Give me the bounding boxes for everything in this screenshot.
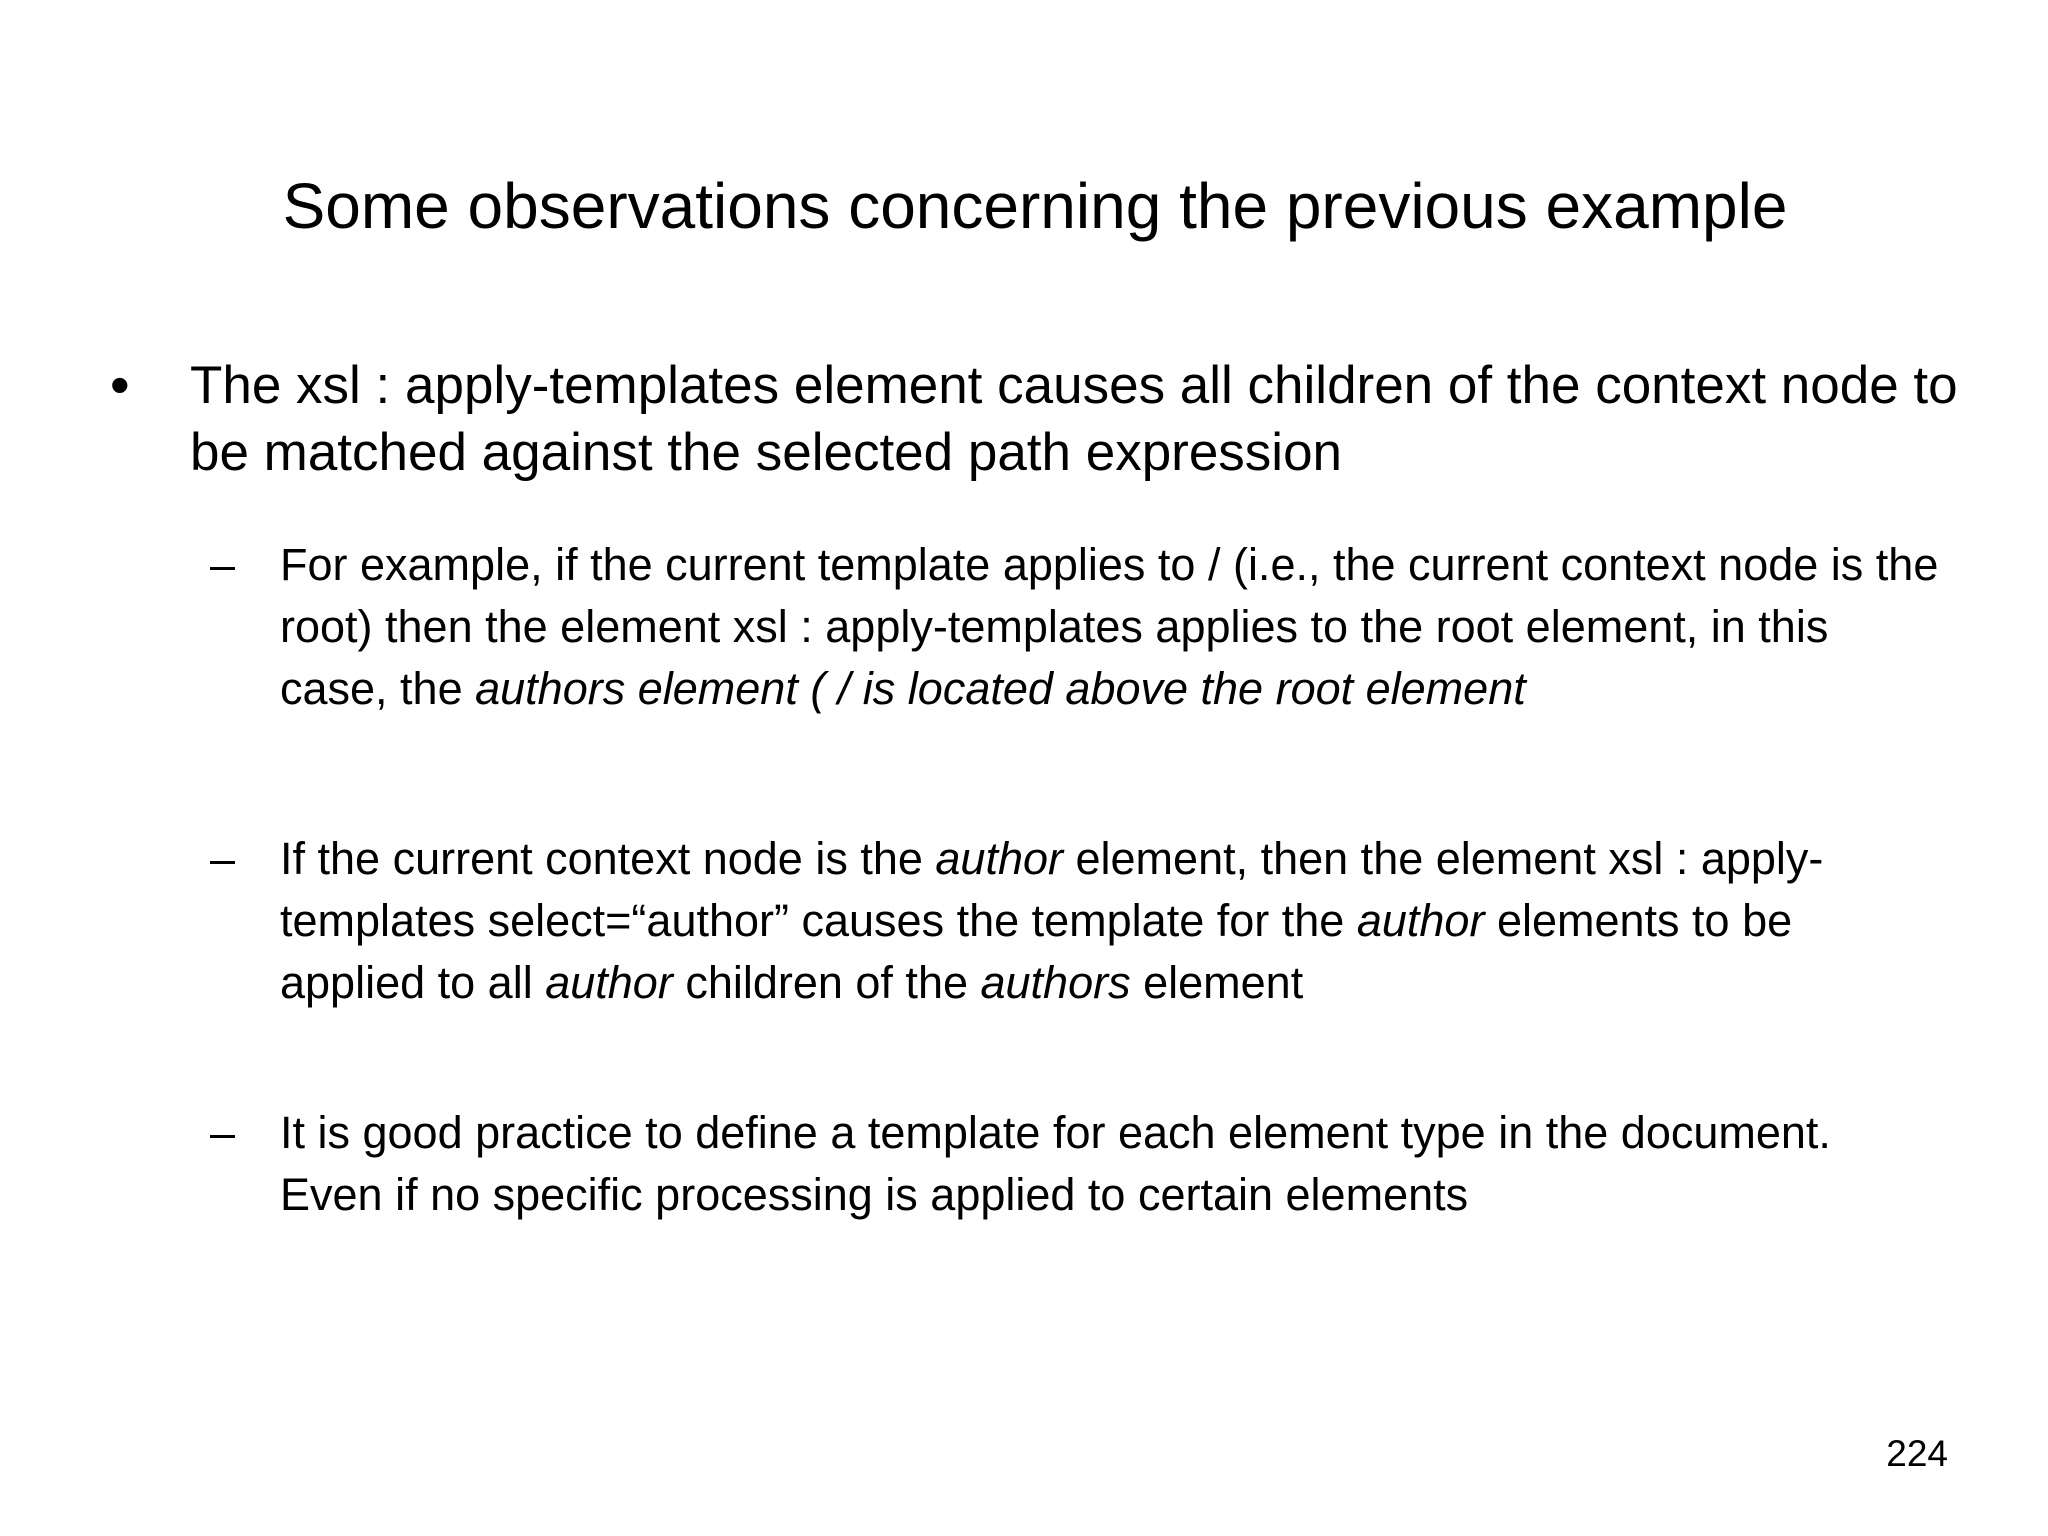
text-segment: elements to be applied to all	[280, 895, 1793, 1008]
subpoint-marker: –	[210, 833, 236, 884]
subpoint-3	[210, 1102, 1940, 1226]
bullet-point	[110, 352, 1970, 486]
italic-segment: authors element ( / is located above the root element	[475, 663, 1526, 714]
subpoint-2	[210, 828, 1940, 1014]
italic-segment: author	[1356, 895, 1485, 946]
bullet-marker: •	[110, 353, 130, 416]
text-segment: For example, if the current template applies to / (i.e., the current context node is the root) then the element xsl : apply-templates applies to the root element, in this case, the	[280, 539, 1939, 714]
italic-segment: authors	[980, 957, 1131, 1008]
subpoint-text	[280, 534, 1940, 720]
italic-segment: author	[935, 833, 1063, 884]
subpoint-text	[280, 828, 1940, 1014]
subpoint-1	[210, 534, 1940, 720]
text-segment: If the current context node is the	[280, 833, 936, 884]
text-segment: element, then the element xsl : apply-templates select=“author” causes the template for the	[280, 833, 1824, 946]
slide-title: Some observations concerning the previous example	[282, 170, 1788, 242]
subpoint-text	[280, 1102, 1940, 1226]
subpoint-marker: –	[210, 1107, 236, 1158]
text-segment: children of the	[672, 957, 981, 1008]
page-number: 224	[1886, 1433, 1948, 1474]
subpoint-marker: –	[210, 539, 236, 590]
text-segment: It is good practice to define a template for each element type in the document. Even if no specific processing is applied to certain elements	[280, 1107, 1831, 1220]
text-segment: element	[1130, 957, 1304, 1008]
italic-segment: author	[545, 957, 673, 1008]
bullet-text: The xsl : apply-templates element causes all children of the context node to be matched against the selected path expression	[190, 356, 1958, 482]
